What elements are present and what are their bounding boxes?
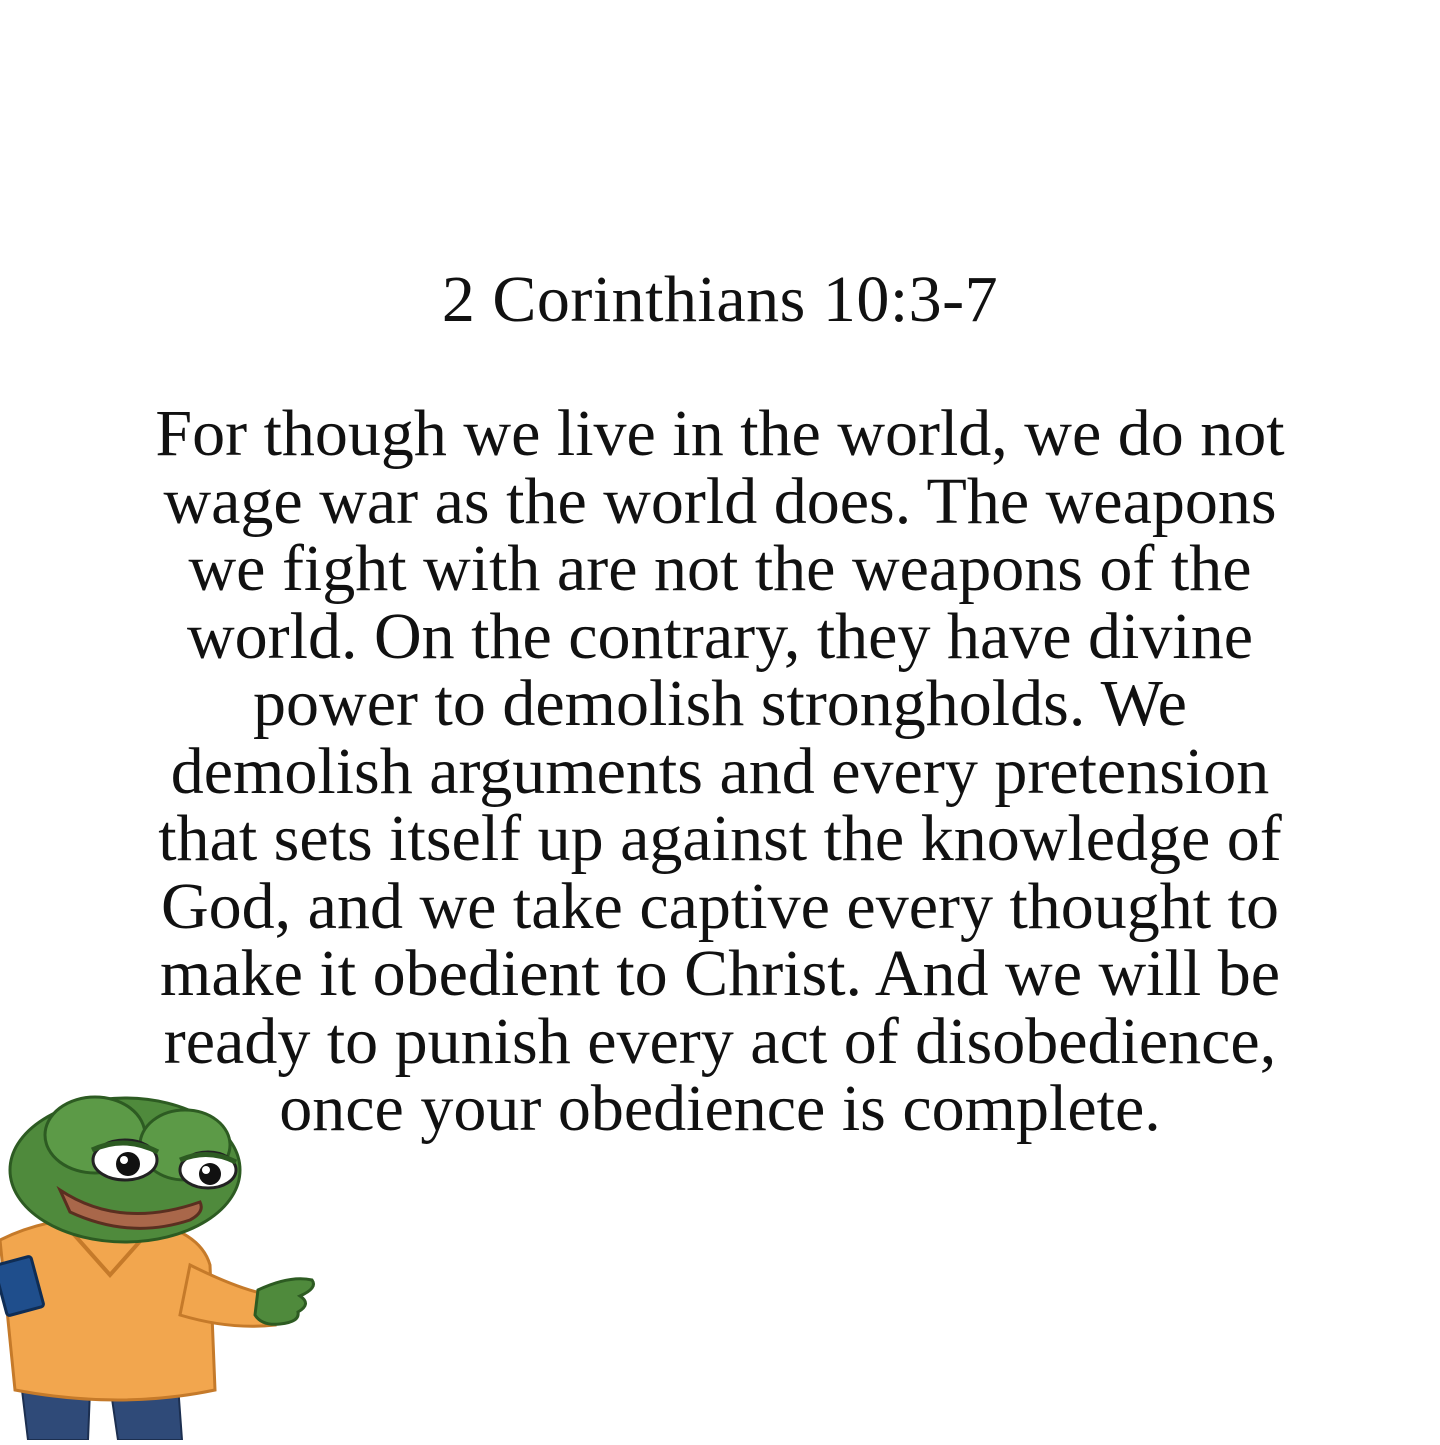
verse-line: God, and we take captive every thought to	[161, 869, 1279, 943]
verse-line: wage war as the world does. The weapons	[163, 464, 1277, 538]
verse-line: For though we live in the world, we do not	[155, 397, 1285, 470]
verse-line: once your obedience is complete.	[279, 1072, 1161, 1145]
verse-reference: 2 Corinthians 10:3-7	[441, 263, 999, 336]
verse-line: demolish arguments and every pretension	[170, 734, 1270, 808]
verse-line: we fight with are not the weapons of the	[188, 532, 1252, 605]
frog-mascot-icon	[0, 1090, 330, 1440]
verse-line: world. On the contrary, they have divine	[186, 599, 1254, 673]
verse-line: that sets itself up against the knowledge of	[158, 802, 1282, 875]
mascot-hand	[255, 1279, 314, 1325]
verse-line: power to demolish strongholds. We	[253, 667, 1187, 740]
verse-line: make it obedient to Christ. And we will be	[159, 937, 1280, 1010]
verse-text	[100, 397, 1340, 1145]
verse-line: ready to punish every act of disobedience,	[163, 1004, 1277, 1078]
